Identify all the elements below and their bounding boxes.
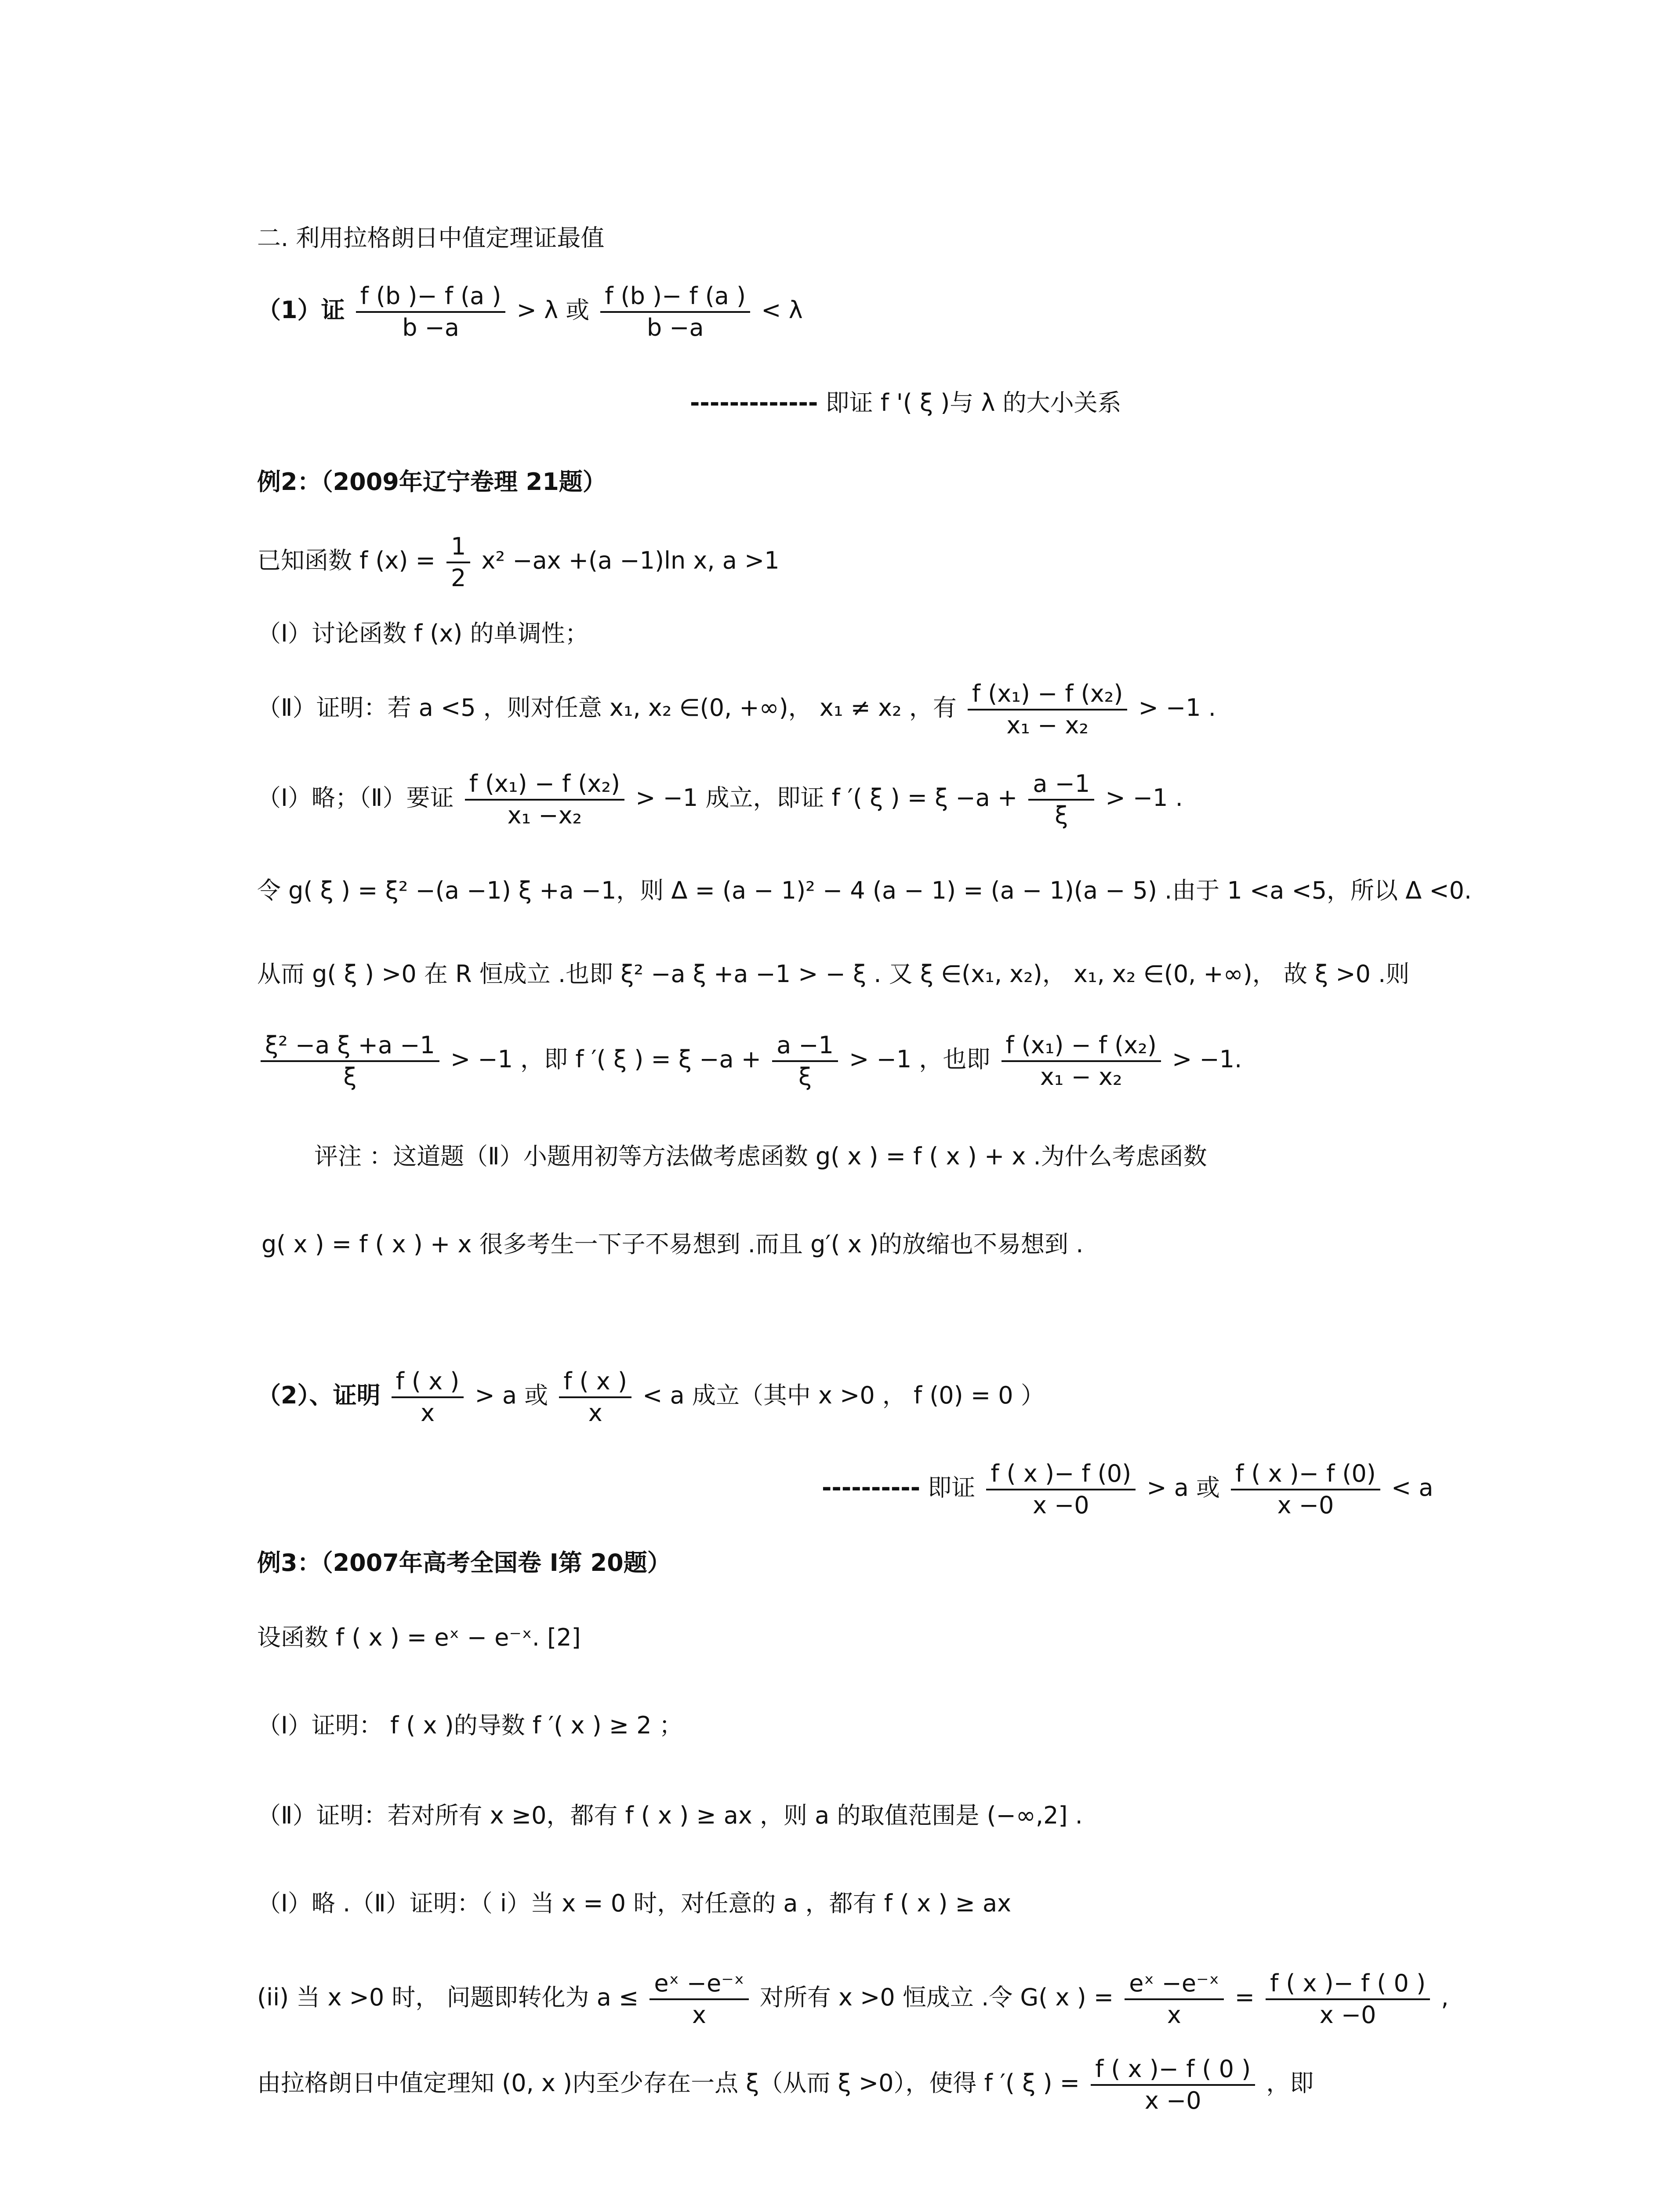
example3-s2-num-3: f ( x )− f ( 0 ) — [1266, 1969, 1430, 2000]
part2-lt-a-rest: < a 成立（其中 x >0 ， f (0) = 0 ） — [642, 1381, 1045, 1410]
example2-s1-num: f (x₁) − f (x₂) — [465, 769, 624, 801]
part1-frac-den-1: b −a — [402, 313, 459, 341]
example3-s2-mid: 对所有 x >0 恒成立 .令 G( x ) = — [759, 1983, 1114, 2012]
example3-s2-den-2: x — [1167, 2001, 1181, 2029]
part2-conclusion-prefix: 即证 — [928, 1474, 976, 1502]
example2-q2-fraction — [968, 679, 1127, 740]
part1-conclusion-text: 即证 f '( ξ )与 λ 的大小关系 — [825, 389, 1121, 417]
example3-s2-den-3: x −0 — [1319, 2001, 1376, 2029]
example2-half-num: 1 — [446, 532, 470, 563]
example3-s2-den-1: x — [692, 2001, 706, 2029]
example2-s4-mid: > −1 ，即 f ′( ξ ) = ξ −a + — [450, 1045, 761, 1073]
part2-conclusion — [822, 1459, 1433, 1520]
part1-fraction-1 — [356, 281, 506, 342]
example2-s1-fraction-2 — [1028, 769, 1094, 830]
example2-s4-den-1: ξ — [343, 1062, 357, 1091]
example2-solution-2: 令 g( ξ ) = ξ² −(a −1) ξ +a −1，则 Δ = (a − 1)² − 4 (a − 1) = (a − 1)(a − 5) .由于 1 <a <5，所以 Δ <0. — [257, 877, 1472, 904]
example2-s4-mid-2: > −1 ，也即 — [849, 1045, 991, 1073]
part1-lt-lambda: < λ — [761, 296, 803, 324]
example3-q1: （Ⅰ）证明： f ( x )的导数 f ′( x ) ≥ 2 ； — [257, 1711, 683, 1739]
example3-s3-suffix: ，即 — [1266, 2069, 1314, 2097]
example3-s3-den: x −0 — [1144, 2086, 1201, 2114]
example2-s1-fraction — [465, 769, 624, 830]
example2-comment-1: 评注 ：这道题（Ⅱ）小题用初等方法做考虑函数 g( x ) = f ( x ) + x .为什么考虑函数 — [314, 1142, 1207, 1170]
example3-solution-2 — [257, 1969, 1449, 2030]
part2-conclusion-fraction-2 — [1231, 1459, 1380, 1520]
example3-given: 设函数 f ( x ) = eˣ − e⁻ˣ. [2] — [257, 1624, 581, 1651]
example3-s2-fraction-3 — [1266, 1969, 1430, 2030]
part2-conc-or: 或 — [1196, 1474, 1220, 1502]
part2-fraction-1 — [392, 1367, 464, 1428]
part2-conc-num-2: f ( x )− f (0) — [1231, 1459, 1380, 1490]
example2-given-prefix: 已知函数 — [257, 547, 352, 575]
example2-half-fraction — [446, 532, 470, 593]
part1-label: （1）证 — [257, 296, 345, 324]
part2-frac-num-2: f ( x ) — [559, 1367, 631, 1398]
example2-s4-den-3: x₁ − x₂ — [1040, 1062, 1122, 1091]
example2-s1-mid: > −1 成立，即证 f ′( ξ ) = ξ −a + — [635, 784, 1018, 812]
example2-s4-suffix: > −1. — [1172, 1045, 1242, 1073]
example3-s2-num-1: eˣ −e⁻ˣ — [650, 1969, 748, 2000]
example3-s2-num-2: eˣ −e⁻ˣ — [1125, 1969, 1223, 2000]
example2-given-rest: x² −ax +(a −1)ln x, a >1 — [481, 547, 780, 575]
example3-heading: 例3：（2007年高考全国卷 Ⅰ第 20题） — [257, 1549, 671, 1577]
example2-q1: （Ⅰ）讨论函数 f (x) 的单调性； — [257, 620, 589, 647]
section-title: 二. 利用拉格朗日中值定理证最值 — [257, 224, 605, 252]
example2-s4-fraction-3 — [1001, 1030, 1161, 1091]
part1-frac-den-2: b −a — [646, 313, 704, 341]
example3-s2-suffix: , — [1441, 1983, 1449, 2012]
example2-half-den: 2 — [451, 564, 466, 592]
example3-s2-fraction-1 — [650, 1969, 748, 2030]
example2-s1-den: x₁ −x₂ — [507, 801, 582, 829]
example3-s2-eq: = — [1234, 1983, 1255, 2012]
example2-s4-den-2: ξ — [798, 1062, 812, 1091]
part2-conc-lt: < a — [1391, 1474, 1433, 1502]
example3-solution-3 — [257, 2054, 1314, 2115]
example2-given-func: f (x) = — [359, 547, 443, 575]
example2-solution-1 — [257, 769, 1183, 830]
example2-comment-2: g( x ) = f ( x ) + x 很多考生一下子不易想到 .而且 g′( x )的放缩也不易想到 . — [261, 1230, 1084, 1258]
part1-frac-num-2: f (b )− f (a ) — [600, 281, 750, 313]
part2-conc-den-1: x −0 — [1032, 1491, 1089, 1519]
part2-label: （2）、证明 — [257, 1381, 381, 1410]
example2-s4-num-3: f (x₁) − f (x₂) — [1001, 1030, 1161, 1062]
part2-conc-num-1: f ( x )− f (0) — [986, 1459, 1136, 1490]
example2-q2-prefix: （Ⅱ）证明：若 a <5 ，则对任意 x₁, x₂ ∈(0, +∞)， x₁ ≠ x₂ ，有 — [257, 694, 957, 722]
part1-gt-lambda: > λ — [516, 296, 559, 324]
part1-dashes: ------------- — [690, 389, 818, 417]
example2-s4-fraction-2 — [772, 1030, 838, 1091]
part1-frac-num-1: f (b )− f (a ) — [356, 281, 506, 313]
example3-s3-num: f ( x )− f ( 0 ) — [1091, 2054, 1255, 2086]
part1-statement — [257, 281, 803, 342]
example3-s2-prefix: (ii) 当 x >0 时， 问题即转化为 a ≤ — [257, 1983, 639, 2012]
example3-s2-fraction-2 — [1125, 1969, 1223, 2030]
example2-s1-num-2: a −1 — [1028, 769, 1094, 801]
part2-conc-den-2: x −0 — [1277, 1491, 1334, 1519]
example2-s4-fraction-1 — [261, 1030, 439, 1091]
part2-conclusion-fraction-1 — [986, 1459, 1136, 1520]
part2-fraction-2 — [559, 1367, 631, 1428]
part2-frac-den-2: x — [588, 1399, 602, 1427]
example2-s4-num-1: ξ² −a ξ +a −1 — [261, 1030, 439, 1062]
part1-or: 或 — [566, 296, 590, 324]
example3-s3-fraction — [1091, 2054, 1255, 2115]
part2-frac-num-1: f ( x ) — [392, 1367, 464, 1398]
part2-statement — [257, 1367, 1045, 1428]
example2-given — [257, 532, 780, 593]
example2-s1-suffix: > −1 . — [1105, 784, 1183, 812]
part1-fraction-2 — [600, 281, 750, 342]
part2-frac-den-1: x — [421, 1399, 435, 1427]
example3-q2: （Ⅱ）证明：若对所有 x ≥0，都有 f ( x ) ≥ ax ，则 a 的取值范围是 (−∞,2] . — [257, 1802, 1083, 1829]
example2-q2-num: f (x₁) − f (x₂) — [968, 679, 1127, 711]
part2-or: 或 — [524, 1381, 548, 1410]
example2-s1-den-2: ξ — [1055, 801, 1068, 829]
example3-solution-1: （Ⅰ）略 .（Ⅱ）证明：（ i）当 x = 0 时，对任意的 a ，都有 f ( x ) ≥ ax — [257, 1889, 1012, 1917]
part2-conc-gt: > a — [1147, 1474, 1189, 1502]
example2-s1-prefix: （Ⅰ）略；（Ⅱ）要证 — [257, 784, 454, 812]
example2-q2-den: x₁ − x₂ — [1006, 711, 1089, 739]
example2-solution-4 — [257, 1030, 1242, 1091]
part2-dashes: ---------- — [822, 1474, 921, 1502]
part1-conclusion — [690, 389, 1121, 417]
example2-solution-3: 从而 g( ξ ) >0 在 R 恒成立 .也即 ξ² −a ξ +a −1 > − ξ . 又 ξ ∈(x₁, x₂)， x₁, x₂ ∈(0, +∞)， 故 ξ >0 .则 — [257, 960, 1410, 988]
example3-s3-prefix: 由拉格朗日中值定理知 (0, x )内至少存在一点 ξ（从而 ξ >0），使得 f ′( ξ ) = — [257, 2069, 1080, 2097]
example2-heading: 例2：（2009年辽宁卷理 21题） — [257, 468, 606, 496]
example2-q2 — [257, 679, 1216, 740]
example2-q2-suffix: > −1 . — [1138, 694, 1216, 722]
part2-gt-a: > a — [475, 1381, 517, 1410]
example2-s4-num-2: a −1 — [772, 1030, 838, 1062]
